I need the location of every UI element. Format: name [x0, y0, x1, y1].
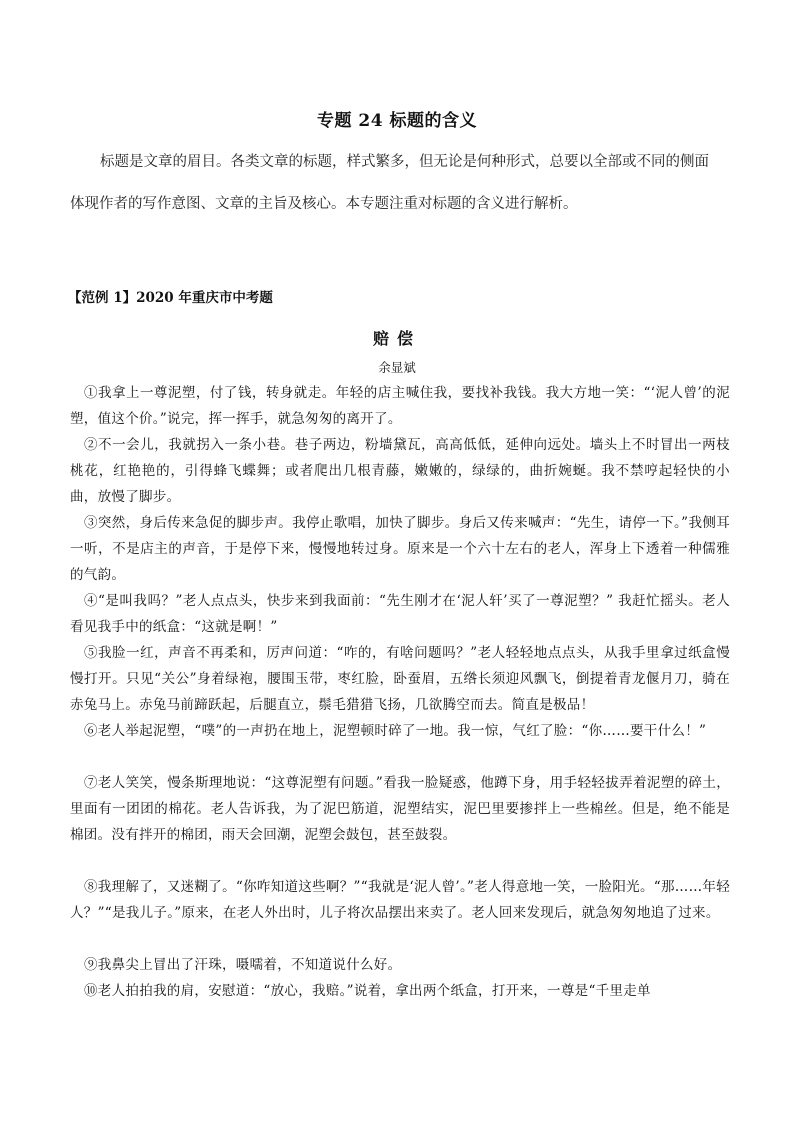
story-paragraph-3: ③突然，身后传来急促的脚步声。我停止歌唱，加快了脚步。身后又传来喊声：“先生，请停一下。”我侧耳一听，不是店主的声音，于是停下来，慢慢地转过身。原来是一个六十左右的老人，浑身上下透着一种儒雅的气韵。 [70, 515, 730, 583]
story-paragraph-2: ②不一会儿，我就拐入一条小巷。巷子两边，粉墙黛瓦，高高低低，延伸向远处。墙头上不时冒出一两枝桃花，红艳艳的，引得蜂飞蝶舞；或者爬出几根青藤，嫩嫩的，绿绿的，曲折婉蜒。我不禁哼起轻快的小曲，放慢了脚步。 [70, 437, 730, 505]
story-paragraph-8: ⑧我理解了，又迷糊了。“你咋知道这些啊？”“我就是‘泥人曾’。”老人得意地一笑，一脸阳光。“那……年轻人？”“是我儿子。”原来，在老人外出时，儿子将次品摆出来卖了。老人回来发现后，就急匆匆地追了过来。 [70, 879, 730, 921]
intro-line-2: 体现作者的写作意图、文章的主旨及核心。本专题注重对标题的含义进行解析。 [70, 196, 578, 212]
story-paragraph-10: ⑩老人拍拍我的肩，安慰道：“放心，我赔。”说着，拿出两个纸盒，打开来，一尊是“千里走单 [84, 983, 651, 999]
story-paragraph-9: ⑨我鼻尖上冒出了汗珠，嗫嚅着，不知道说什么好。 [84, 957, 402, 973]
intro-line-1: 标题是文章的眉目。各类文章的标题，样式繁多，但无论是何种形式，总要以全部或不同的侧面 [100, 154, 709, 170]
page-title: 专题 24 标题的含义 [317, 111, 477, 131]
story-paragraph-1: ①我拿上一尊泥塑，付了钱，转身就走。年轻的店主喊住我，要找补我钱。我大方地一笑：“‘泥人曾’的泥塑，值这个价。”说完，挥一挥手，就急匆匆的离开了。 [70, 385, 730, 427]
story-author: 余显斌 [378, 360, 416, 375]
story-paragraph-5: ⑤我脸一红，声音不再柔和，厉声问道：“咋的，有啥问题吗？”老人轻轻地点点头，从我手里拿过纸盒慢慢打开。只见“关公”身着绿袍，腰围玉带，枣红脸，卧蚕眉，五绺长须迎风飘飞，倒提着青龙偃月刀，骑在赤兔马上。赤兔马前蹄跃起，后腿直立，鬃毛猎猎飞扬，几欲腾空而去。简直是极品！ [70, 645, 730, 713]
story-paragraph-4: ④“是叫我吗？”老人点点头，快步来到我面前：“先生刚才在‘泥人轩’买了一尊泥塑？” 我赶忙摇头。老人看见我手中的纸盒：“这就是啊！” [70, 593, 730, 635]
story-paragraph-6: ⑥老人举起泥塑，“噗”的一声扔在地上，泥塑顿时碎了一地。我一惊，气红了脸：“你……要干什么！” [84, 723, 707, 739]
example-label: 【范例 1】2020 年重庆市中考题 [68, 290, 273, 306]
story-paragraph-7: ⑦老人笑笑，慢条斯理地说：“这尊泥塑有问题。”看我一脸疑惑，他蹲下身，用手轻轻拔弄着泥塑的碎土，里面有一团团的棉花。老人告诉我，为了泥巴筋道，泥塑结实，泥巴里要掺拌上一些棉丝。但是，绝不能是棉团。没有拌开的棉团，雨天会回潮，泥塑会鼓包，甚至鼓裂。 [70, 775, 730, 843]
story-title: 赔偿 [372, 329, 421, 348]
